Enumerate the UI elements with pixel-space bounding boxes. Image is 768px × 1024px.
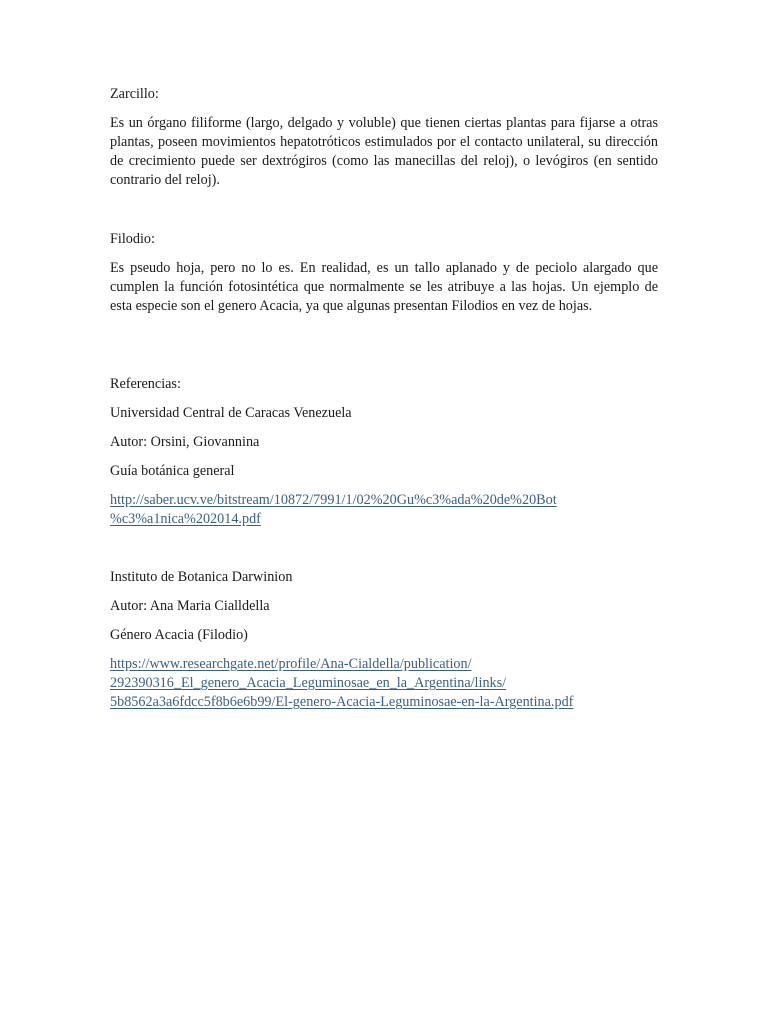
ref1-title: Guía botánica general: [110, 463, 235, 479]
ref2-url-line: 292390316_El_genero_Acacia_Leguminosae_en_la_Argentina/links/: [110, 675, 507, 691]
ref2-url-line: https://www.researchgate.net/profile/Ana-Cialdella/publication/: [110, 656, 472, 672]
filodio-definition: Es pseudo hoja, pero no lo es. En realidad, es un tallo aplanado y de peciolo alargado que cumplen la función fotosintética que normalmente se les atribuye a las hojas. Un ejemplo de esta especie son el genero Acacia, ya que algunas presentan Filodios en vez de hojas.: [110, 260, 658, 314]
ref1-url-link[interactable]: [110, 491, 658, 529]
ref1-url-line: http://saber.ucv.ve/bitstream/10872/7991/1/02%20Gu%c3%ada%20de%20Bot: [110, 492, 557, 508]
zarcillo-heading: Zarcillo:: [110, 86, 159, 102]
ref1-author: Autor: Orsini, Giovannina: [110, 434, 260, 450]
ref2-author: Autor: Ana Maria Cialldella: [110, 598, 270, 614]
ref2-url-link[interactable]: [110, 655, 658, 712]
zarcillo-definition: Es un órgano filiforme (largo, delgado y voluble) que tienen ciertas plantas para fijarse a otras plantas, poseen movimientos hepatotróticos estimulados por el contacto unilateral, su dirección de crecimiento puede ser dextrógiros (como las manecillas del reloj), o levógiros (en sentido contrario del reloj).: [110, 115, 658, 188]
ref2-url-line: 5b8562a3a6fdcc5f8b6e6b99/El-genero-Acacia-Leguminosae-en-la-Argentina.pdf: [110, 694, 574, 710]
ref1-institution: Universidad Central de Caracas Venezuela: [110, 405, 352, 421]
references-heading: Referencias:: [110, 376, 181, 392]
filodio-heading: Filodio:: [110, 231, 155, 247]
ref1-url-line: %c3%a1nica%202014.pdf: [110, 511, 261, 527]
ref2-title: Género Acacia (Filodio): [110, 627, 248, 643]
ref2-institution: Instituto de Botanica Darwinion: [110, 569, 293, 585]
